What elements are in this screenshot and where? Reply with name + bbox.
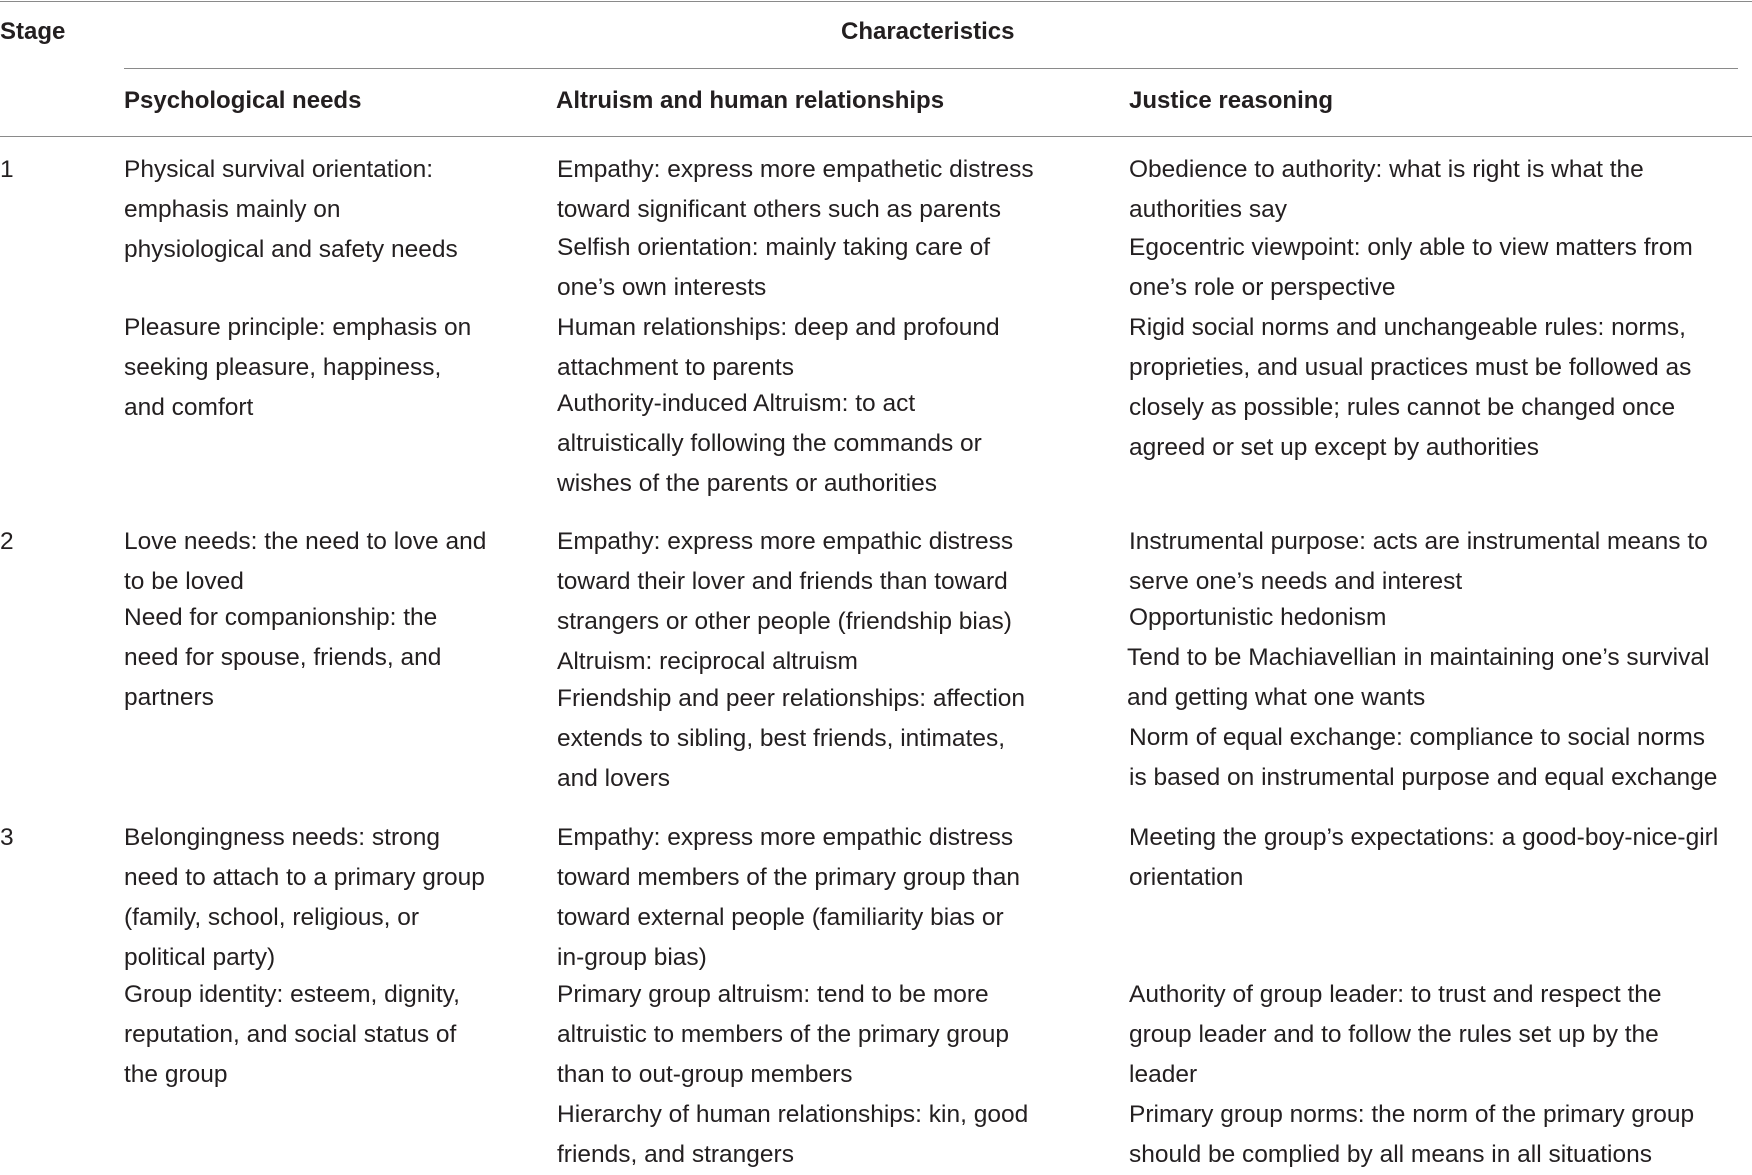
stage-header: Stage: [0, 18, 66, 45]
header-bottom-rule: [0, 136, 1752, 137]
text-line: Hierarchy of human relationships: kin, good: [557, 1101, 1029, 1128]
text-line: Friendship and peer relationships: affection: [557, 685, 1026, 712]
table-cell-altruism: [557, 1095, 1028, 1175]
table-cell-justice: [1129, 718, 1717, 798]
text-line: agreed or set up except by authorities: [1129, 434, 1539, 461]
table-cell-justice: [1129, 818, 1718, 898]
text-line: Meeting the group’s expectations: a good-boy-nice-girl: [1129, 824, 1719, 851]
table-cell-justice: [1129, 1095, 1694, 1175]
text-line: Empathy: express more empathic distress: [557, 824, 1014, 851]
text-line: altruistically following the commands or: [557, 430, 982, 457]
characteristics-rule: [124, 68, 1738, 69]
text-line: Physical survival orientation:: [124, 156, 434, 183]
stage-number: 1: [0, 156, 14, 183]
table-cell-needs: [124, 150, 458, 270]
text-line: toward members of the primary group than: [557, 864, 1020, 891]
table-cell-justice: [1129, 308, 1691, 468]
text-line: Love needs: the need to love and: [124, 528, 487, 555]
text-line: toward significant others such as parents: [557, 196, 1001, 223]
text-line: Opportunistic hedonism: [1129, 604, 1387, 631]
text-line: proprieties, and usual practices must be followed as: [1129, 354, 1692, 381]
table-cell-justice: [1129, 598, 1386, 638]
text-line: one’s own interests: [557, 274, 767, 301]
text-line: toward external people (familiarity bias or: [557, 904, 1004, 931]
text-line: friends, and strangers: [557, 1141, 794, 1168]
text-line: Rigid social norms and unchangeable rules: norms,: [1129, 314, 1686, 341]
text-line: Tend to be Machiavellian in maintaining one’s survival: [1127, 644, 1710, 671]
text-line: than to out-group members: [557, 1061, 853, 1088]
table-cell-altruism: [557, 308, 1000, 388]
text-line: reputation, and social status of: [124, 1021, 457, 1048]
psychological-needs-header: Psychological needs: [124, 87, 362, 114]
text-line: Human relationships: deep and profound: [557, 314, 1000, 341]
text-line: (family, school, religious, or: [124, 904, 420, 931]
text-line: orientation: [1129, 864, 1244, 891]
justice-header: Justice reasoning: [1129, 87, 1334, 114]
text-line: and comfort: [124, 394, 254, 421]
table-cell-altruism: [557, 150, 1034, 230]
table-cell-needs: [124, 975, 460, 1095]
table-cell-altruism: [557, 818, 1020, 978]
table-cell-needs: [124, 308, 471, 428]
table-cell-needs: [124, 598, 441, 718]
text-line: Selfish orientation: mainly taking care of: [557, 234, 991, 261]
text-line: Group identity: esteem, dignity,: [124, 981, 460, 1008]
table-cell-needs: [124, 522, 486, 602]
text-line: political party): [124, 944, 276, 971]
text-line: Egocentric viewpoint: only able to view matters from: [1129, 234, 1693, 261]
text-line: Primary group altruism: tend to be more: [557, 981, 989, 1008]
text-line: one’s role or perspective: [1129, 274, 1396, 301]
text-line: Pleasure principle: emphasis on: [124, 314, 472, 341]
text-line: strangers or other people (friendship bias): [557, 608, 1012, 635]
text-line: the group: [124, 1061, 228, 1088]
text-line: partners: [124, 684, 214, 711]
text-line: Instrumental purpose: acts are instrumental means to: [1129, 528, 1708, 555]
text-line: to be loved: [124, 568, 244, 595]
text-line: leader: [1129, 1061, 1198, 1088]
text-line: serve one’s needs and interest: [1129, 568, 1463, 595]
text-line: group leader and to follow the rules set up by the: [1129, 1021, 1659, 1048]
table-cell-justice: [1129, 522, 1708, 602]
characteristics-header: Characteristics: [841, 18, 1015, 45]
text-line: should be complied by all means in all situations: [1129, 1141, 1652, 1168]
text-line: Authority of group leader: to trust and respect the: [1129, 981, 1662, 1008]
table-cell-altruism: [557, 975, 1009, 1095]
text-line: and getting what one wants: [1127, 684, 1426, 711]
text-line: Obedience to authority: what is right is what the: [1129, 156, 1644, 183]
text-line: and lovers: [557, 765, 671, 792]
text-line: Authority-induced Altruism: to act: [557, 390, 916, 417]
text-line: extends to sibling, best friends, intimates,: [557, 725, 1006, 752]
text-line: Need for companionship: the: [124, 604, 438, 631]
text-line: closely as possible; rules cannot be changed once: [1129, 394, 1676, 421]
text-line: need for spouse, friends, and: [124, 644, 442, 671]
table-cell-altruism: [557, 384, 982, 504]
text-line: Altruism: reciprocal altruism: [557, 648, 858, 675]
text-line: emphasis mainly on: [124, 196, 341, 223]
text-line: attachment to parents: [557, 354, 794, 381]
table-cell-justice: [1129, 228, 1693, 308]
text-line: need to attach to a primary group: [124, 864, 485, 891]
table-cell-justice: [1127, 638, 1709, 718]
text-line: is based on instrumental purpose and equal exchange: [1129, 764, 1718, 791]
text-line: authorities say: [1129, 196, 1287, 223]
text-line: Primary group norms: the norm of the primary group: [1129, 1101, 1695, 1128]
text-line: physiological and safety needs: [124, 236, 458, 263]
text-line: toward their lover and friends than toward: [557, 568, 1008, 595]
table-cell-altruism: [557, 228, 990, 308]
table-cell-justice: [1129, 150, 1644, 230]
text-line: Empathy: express more empathetic distress: [557, 156, 1034, 183]
text-line: seeking pleasure, happiness,: [124, 354, 442, 381]
stage-number: 2: [0, 528, 14, 555]
text-line: wishes of the parents or authorities: [557, 470, 937, 497]
text-line: Empathy: express more empathic distress: [557, 528, 1014, 555]
text-line: altruistic to members of the primary group: [557, 1021, 1010, 1048]
text-line: Belongingness needs: strong: [124, 824, 440, 851]
table-cell-needs: [124, 818, 485, 978]
text-line: Norm of equal exchange: compliance to social norms: [1129, 724, 1706, 751]
table-cell-justice: [1129, 975, 1662, 1095]
top-rule: [0, 1, 1752, 2]
stage-number: 3: [0, 824, 14, 851]
text-line: in-group bias): [557, 944, 707, 971]
altruism-header: Altruism and human relationships: [556, 87, 945, 114]
table-cell-altruism: [557, 642, 858, 682]
table-cell-altruism: [557, 522, 1013, 642]
table-cell-altruism: [557, 679, 1025, 799]
